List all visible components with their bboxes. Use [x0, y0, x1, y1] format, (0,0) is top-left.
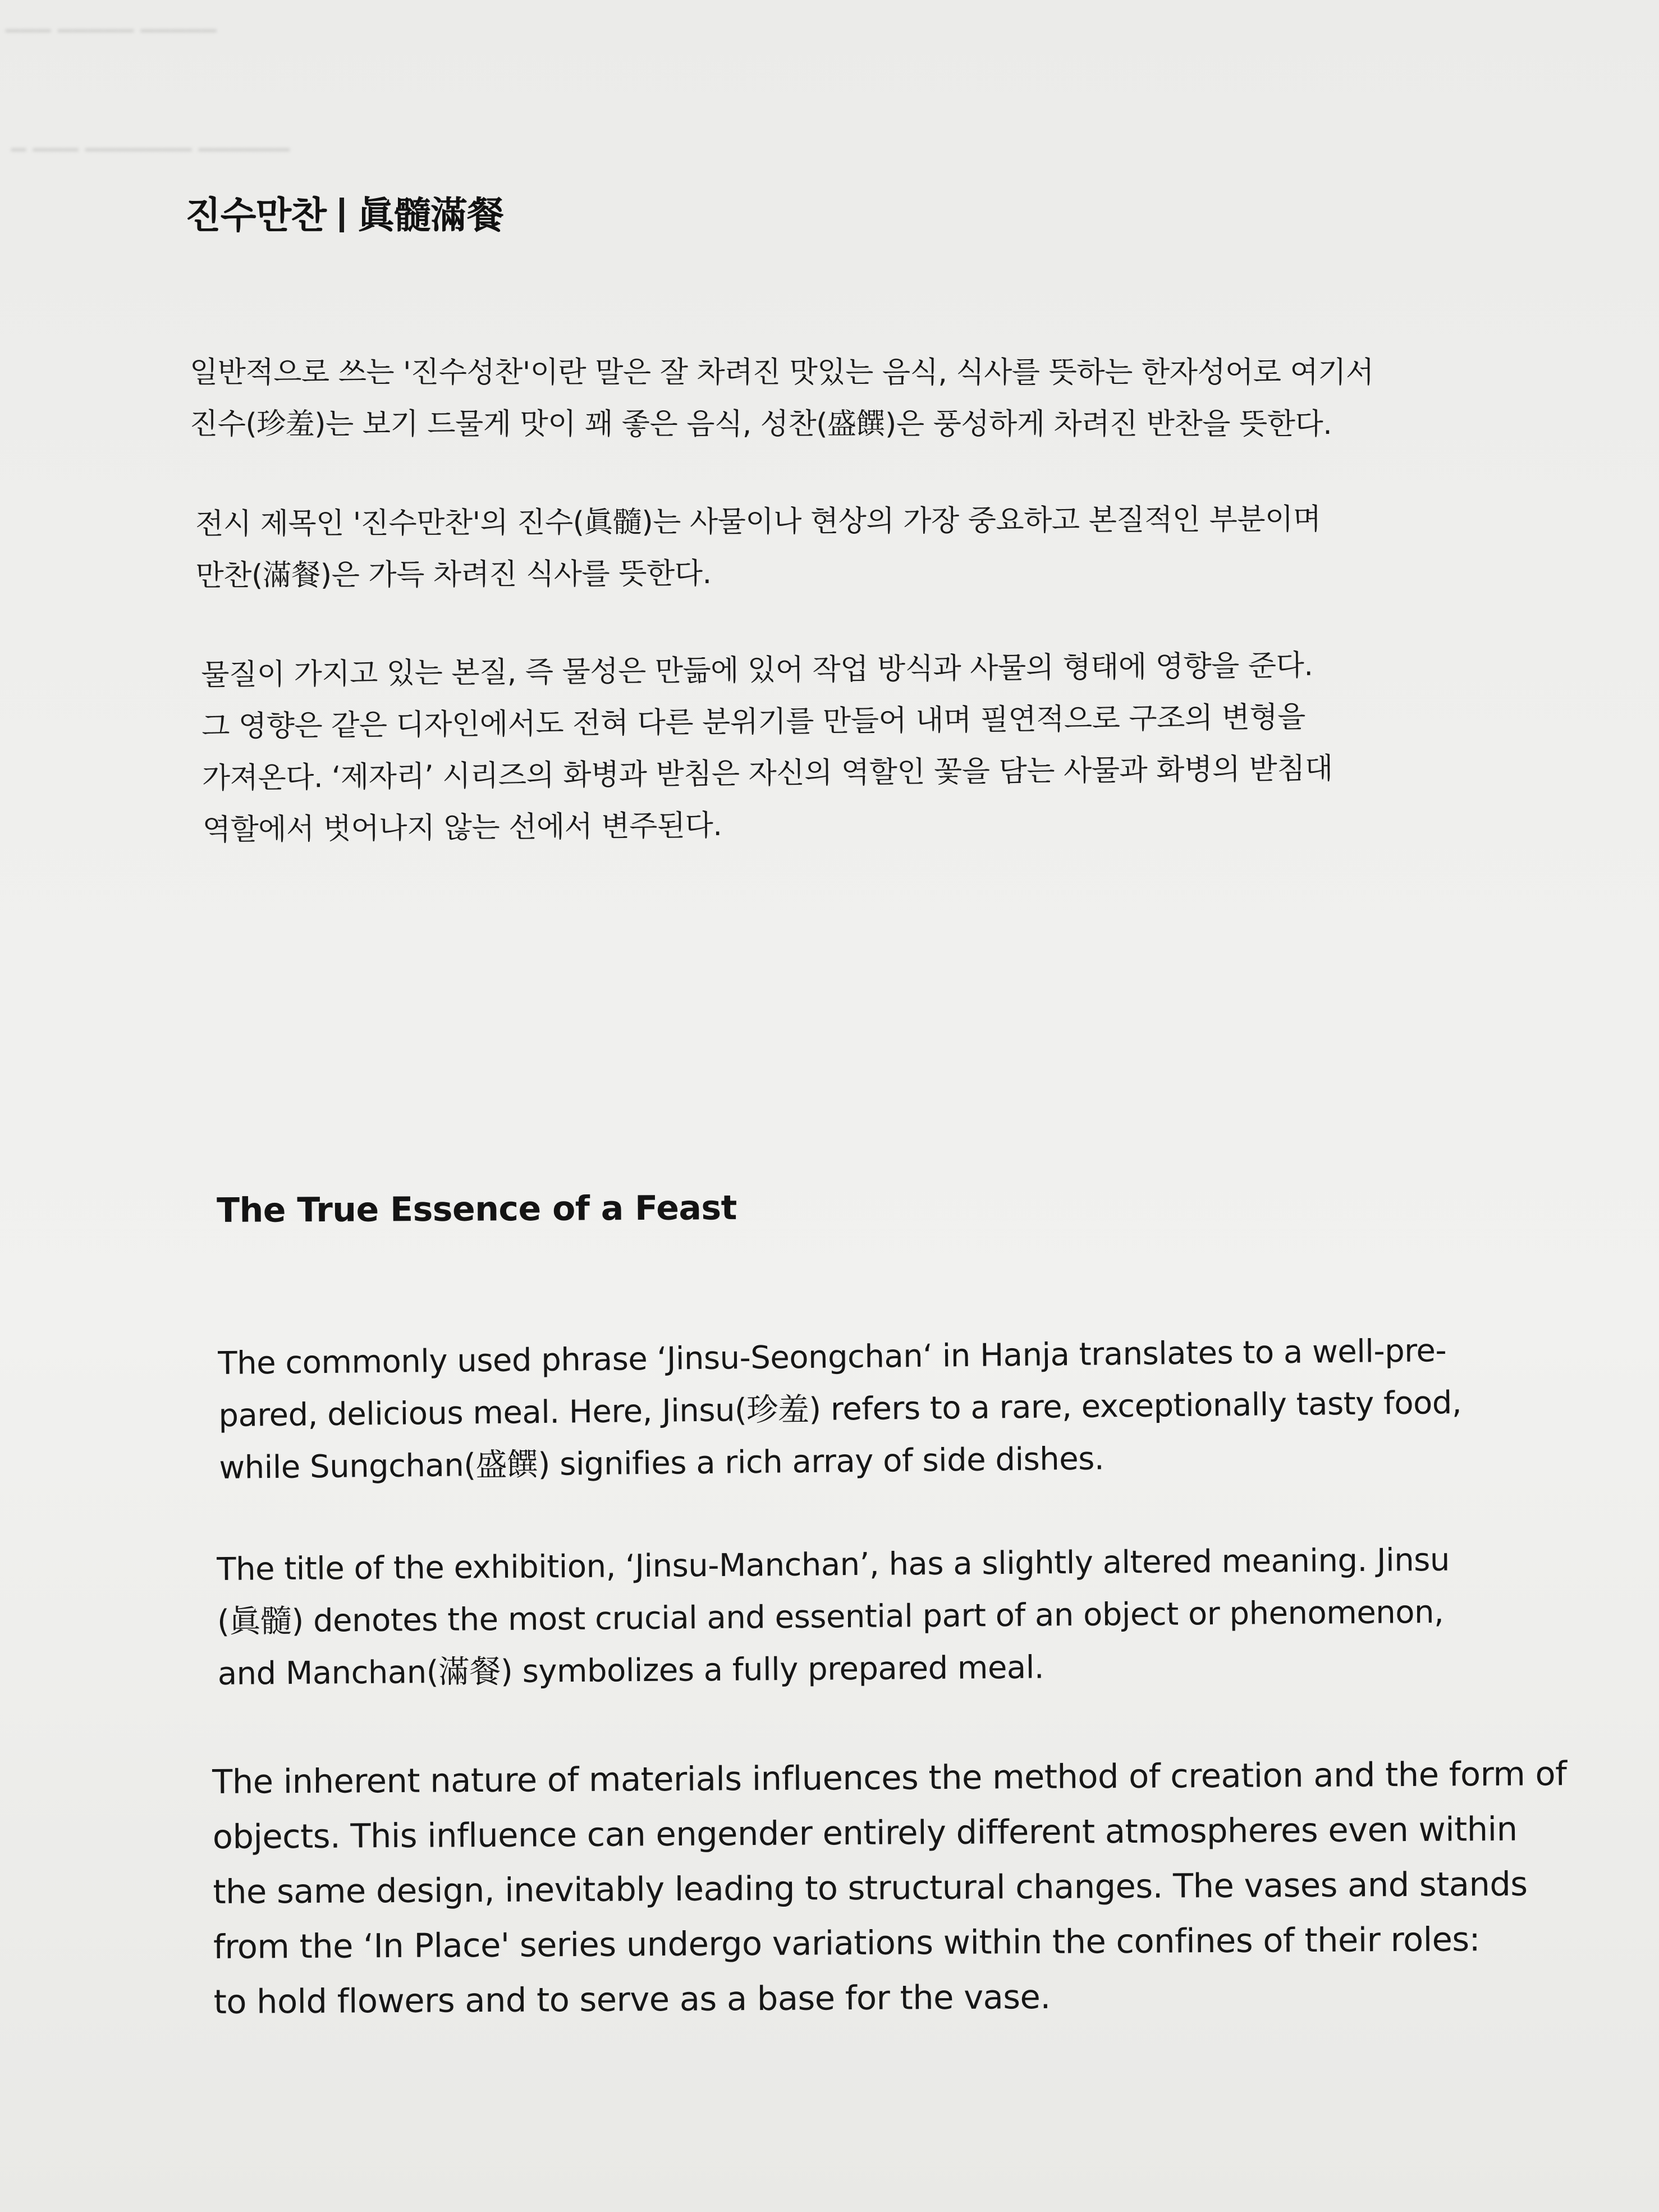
- text-line: 일반적으로 쓰는 '진수성찬'이란 말은 잘 차려진 맛있는 음식, 식사를 뜻하는 한자성어로 여기서: [190, 356, 1374, 390]
- korean-title-hangul: 진수만찬: [185, 194, 327, 237]
- text-line: to hold flowers and to serve as a base for the vase.: [213, 1977, 1051, 2021]
- text-line: 역할에서 벗어나지 않는 선에서 변주된다.: [202, 808, 722, 847]
- show-through-text: ▁ ▁▁▁ ▁▁▁▁▁▁▁ ▁▁▁▁▁▁: [11, 129, 290, 152]
- text-line: the same design, inevitably leading to structural changes. The vases and stands: [213, 1864, 1528, 1911]
- text-line: The inherent nature of materials influences the method of creation and the form of: [212, 1754, 1567, 1801]
- text-line: 그 영향은 같은 디자인에서도 전혀 다른 분위기를 만들어 내며 필연적으로 구조의 변형을: [201, 700, 1306, 744]
- text-line: 물질이 가지고 있는 본질, 즉 물성은 만듦에 있어 작업 방식과 사물의 형태에 영향을 준다.: [201, 648, 1313, 692]
- english-paragraph: [217, 1534, 1451, 1700]
- english-paragraph: [212, 1746, 1568, 2030]
- text-line: objects. This influence can engender entirely different atmospheres even within: [212, 1809, 1518, 1856]
- text-line: The commonly used phrase ‘Jinsu-Seongchan‘ in Hanja translates to a well-pre-: [218, 1332, 1447, 1382]
- english-paragraph: [218, 1325, 1463, 1494]
- text-line: The title of the exhibition, ‘Jinsu-Manchan’, has a slightly altered meaning. Jinsu: [217, 1541, 1450, 1588]
- title-separator: [340, 198, 344, 232]
- text-line: 진수(珍羞)는 보기 드물게 맛이 꽤 좋은 음식, 성찬(盛饌)은 풍성하게 차려진 반찬을 뜻한다.: [190, 407, 1332, 441]
- text-line: 만찬(滿餐)은 가득 차려진 식사를 뜻한다.: [195, 556, 712, 593]
- korean-paragraph: [195, 493, 1321, 602]
- english-title: The True Essence of a Feast: [217, 1188, 737, 1230]
- text-line: 전시 제목인 '진수만찬'의 진수(眞髓)는 사물이나 현상의 가장 중요하고 본질적인 부분이며: [195, 502, 1321, 541]
- text-line: 가져온다. ‘제자리’ 시리즈의 화병과 받침은 자신의 역할인 꽃을 담는 사물과 화병의 받침대: [201, 752, 1333, 795]
- korean-paragraph: [190, 347, 1374, 450]
- text-line: from the ‘In Place' series undergo variations within the confines of their roles:: [213, 1920, 1481, 1966]
- text-line: pared, delicious meal. Here, Jinsu(珍羞) refers to a rare, exceptionally tasty food,: [218, 1384, 1462, 1434]
- korean-title-hanja: 眞髓滿餐: [358, 194, 504, 237]
- korean-title: [185, 185, 503, 239]
- korean-paragraph: [201, 639, 1333, 856]
- show-through-text: ▁▁▁ ▁▁▁▁▁ ▁▁▁▁▁: [6, 10, 217, 33]
- text-line: while Sungchan(盛饌) signifies a rich array of side dishes.: [219, 1440, 1105, 1486]
- text-line: and Manchan(滿餐) symbolizes a fully prepared meal.: [217, 1649, 1044, 1692]
- text-line: (眞髓) denotes the most crucial and essential part of an object or phenomenon,: [217, 1593, 1444, 1640]
